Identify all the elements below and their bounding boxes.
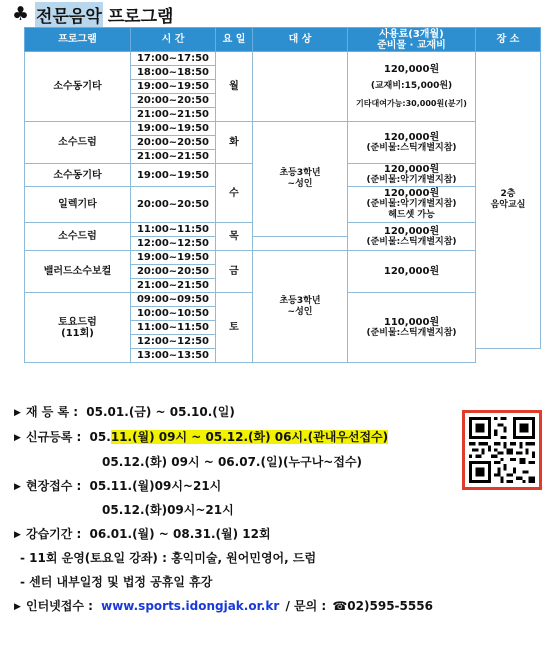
fee-cell xyxy=(348,223,476,251)
time-cell: 20:00~20:50 xyxy=(131,187,216,223)
time-cell: 12:00~12:50 xyxy=(131,335,216,349)
col-place: 장 소 xyxy=(476,28,541,52)
col-day: 요 일 xyxy=(216,28,253,52)
qr-code-icon xyxy=(469,417,535,483)
place-cell: 2층 음악교실 xyxy=(476,52,541,349)
qr-code[interactable] xyxy=(462,410,542,490)
day-cell: 월 xyxy=(216,52,253,122)
day-cell: 토 xyxy=(216,293,253,363)
new-registration-line-2: 05.12.(화) 09시 ~ 06.07.(일)(누구나~접수) xyxy=(102,455,363,469)
time-cell: 12:00~12:50 xyxy=(131,237,216,251)
saturday-note: - 11회 운영(토요일 강좌) : 홍익미술, 원어민영어, 드럼 xyxy=(20,551,317,565)
fee-price: 120,000원 xyxy=(383,164,440,175)
table-row xyxy=(25,52,541,66)
internet-registration-line: ▶ 인터넷접수 : www.sports.idongjak.or.kr / 문의 : ☎02)595-5556 xyxy=(14,599,433,613)
program-cell: 밸러드소수보컬 xyxy=(25,251,131,293)
col-target: 대 상 xyxy=(253,28,348,52)
fee-note: (준비물:스틱개별지참) xyxy=(366,236,457,247)
onsite-registration-line: ▶ 현장접수 : 05.11.(월)09시~21시 xyxy=(14,479,222,493)
page-title xyxy=(12,3,173,25)
time-cell: 17:00~17:50 xyxy=(131,52,216,66)
time-cell: 18:00~18:50 xyxy=(131,66,216,80)
table-row xyxy=(25,251,541,265)
day-cell: 목 xyxy=(216,223,253,251)
fee-cell xyxy=(348,251,476,293)
fee-cell xyxy=(348,52,476,122)
time-cell: 21:00~21:50 xyxy=(131,279,216,293)
time-cell: 21:00~21:50 xyxy=(131,150,216,164)
time-cell: 21:00~21:50 xyxy=(131,108,216,122)
class-period-line: ▶ 강습기간 : 06.01.(월) ~ 08.31.(월) 12회 xyxy=(14,527,271,541)
fee-price: 120,000원 xyxy=(383,266,440,277)
fee-price: 120,000원 xyxy=(383,64,440,75)
day-cell: 금 xyxy=(216,251,253,293)
time-cell: 20:00~20:50 xyxy=(131,136,216,150)
website-link[interactable]: www.sports.idongjak.or.kr xyxy=(101,599,280,613)
time-cell: 13:00~13:50 xyxy=(131,349,216,363)
time-cell: 11:00~11:50 xyxy=(131,223,216,237)
time-cell: 20:00~20:50 xyxy=(131,94,216,108)
fee-note: (준비물:악기개별지참) xyxy=(366,175,457,185)
target-cell: 초등3학년 ~성인 xyxy=(253,122,348,237)
time-cell: 19:00~19:50 xyxy=(131,164,216,187)
fee-rental: 기타대여가능:30,000원(분기) xyxy=(356,99,467,108)
time-cell: 20:00~20:50 xyxy=(131,265,216,279)
time-cell: 11:00~11:50 xyxy=(131,321,216,335)
re-registration-line: ▶ 재 등 록 : 05.01.(금) ~ 05.10.(일) xyxy=(14,405,235,419)
program-cell: 소수동기타 xyxy=(25,52,131,122)
fee-note: (준비물:스틱개별지참) xyxy=(366,327,457,338)
program-cell: 소수동기타 xyxy=(25,164,131,187)
fee-price: 120,000원 xyxy=(383,188,440,199)
time-cell: 09:00~09:50 xyxy=(131,293,216,307)
fee-cell xyxy=(348,187,476,223)
fee-cell xyxy=(348,293,476,363)
fee-extra: 헤드셋 가능 xyxy=(388,210,435,220)
table-header-row xyxy=(25,28,541,52)
col-time: 시 간 xyxy=(131,28,216,52)
fee-cell xyxy=(348,164,476,187)
col-fee: 사용료(3개월) 준비물 · 교재비 xyxy=(348,28,476,52)
col-program: 프로그램 xyxy=(25,28,131,52)
triangle-bullet-icon: ▶ xyxy=(14,433,21,443)
holiday-note: - 센터 내부일정 및 법정 공휴일 휴강 xyxy=(20,575,213,589)
time-cell: 19:00~19:50 xyxy=(131,80,216,94)
time-cell: 19:00~19:50 xyxy=(131,122,216,136)
target-cell xyxy=(253,52,348,122)
highlighted-date: 11.(월) 09시 ~ 05.12.(화) 06시.(관내우선접수) xyxy=(110,430,389,444)
fee-cell xyxy=(348,122,476,164)
program-cell: 소수드럼 xyxy=(25,122,131,164)
triangle-bullet-icon: ▶ xyxy=(14,602,21,612)
fee-book: (교재비:15,000원) xyxy=(370,81,453,91)
club-suit-icon: ♣ xyxy=(12,3,30,25)
fee-price: 120,000원 xyxy=(383,225,440,237)
program-table xyxy=(24,27,541,363)
target-cell: 초등3학년 ~성인 xyxy=(253,251,348,363)
triangle-bullet-icon: ▶ xyxy=(14,482,21,492)
title-part2: 프로그램 xyxy=(107,6,174,27)
program-cell: 일렉기타 xyxy=(25,187,131,223)
program-cell: 소수드럼 xyxy=(25,223,131,251)
time-cell: 10:00~10:50 xyxy=(131,307,216,321)
fee-note: (준비물:스틱개별지참) xyxy=(366,142,457,153)
phone-number: ☎02)595-5556 xyxy=(332,599,433,613)
fee-price: 120,000원 xyxy=(383,131,440,143)
fee-price: 110,000원 xyxy=(383,316,440,328)
time-cell: 19:00~19:50 xyxy=(131,251,216,265)
triangle-bullet-icon: ▶ xyxy=(14,530,21,540)
day-cell: 수 xyxy=(216,164,253,223)
new-registration-line: ▶ 신규등록 : 05.11.(월) 09시 ~ 05.12.(화) 06시.(관내우선접수) xyxy=(14,430,389,444)
table-row xyxy=(25,122,541,136)
triangle-bullet-icon: ▶ xyxy=(14,408,21,418)
onsite-registration-line-2: 05.12.(화)09시~21시 xyxy=(102,503,234,517)
title-part1: 전문음악 xyxy=(35,2,103,27)
day-cell: 화 xyxy=(216,122,253,164)
fee-note: (준비물:악기개별지참) xyxy=(366,199,457,209)
program-cell: 토요드럼 (11회) xyxy=(25,293,131,363)
